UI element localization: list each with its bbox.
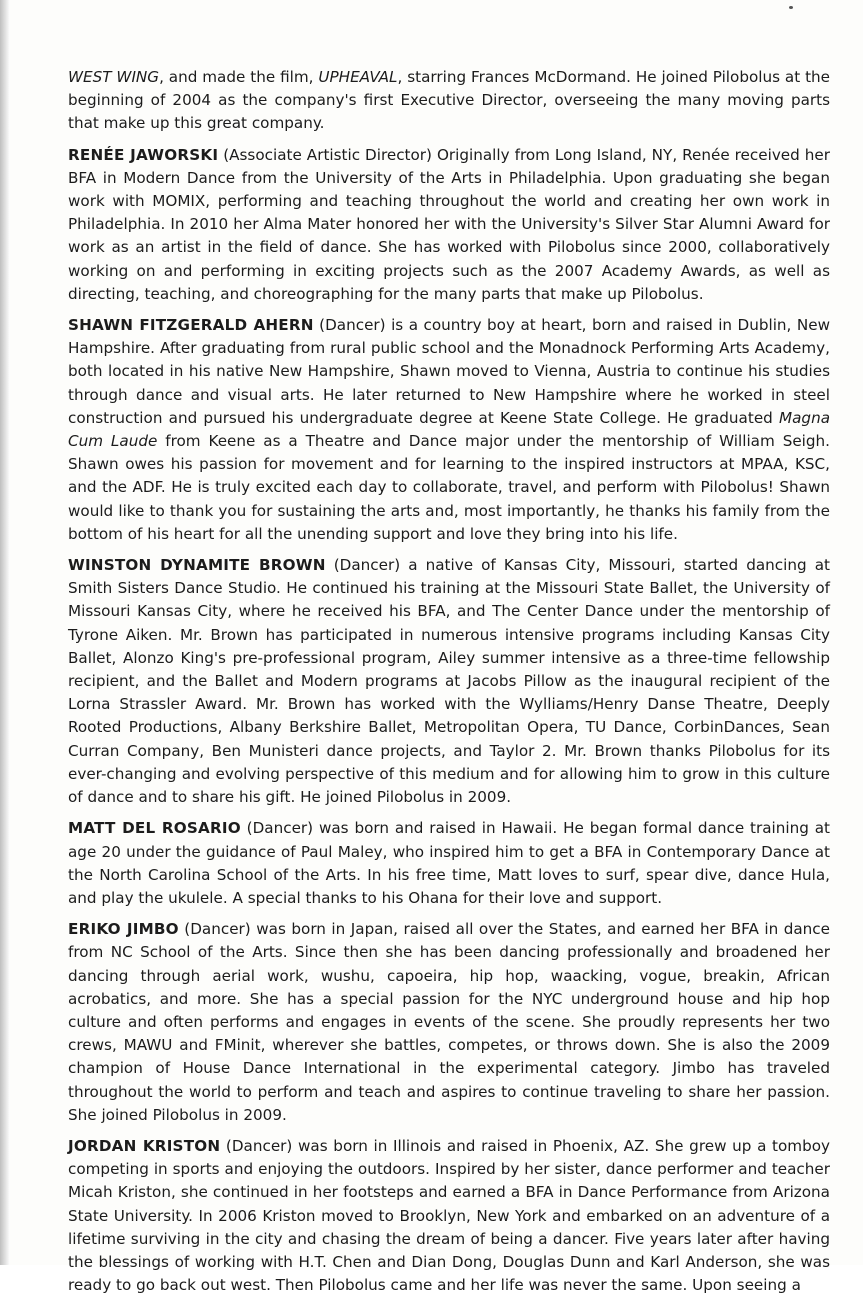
bio-name: SHAWN FITZGERALD AHERN (68, 316, 314, 335)
bio-eriko-jimbo (68, 918, 830, 1127)
title-upheaval: UPHEAVAL (318, 68, 398, 86)
bio-role: (Dancer) (240, 819, 314, 838)
bio-renee-jaworski (68, 144, 830, 306)
bio-name: JORDAN KRISTON (68, 1136, 221, 1155)
bio-text: Originally from Long Island, NY, Renée received her BFA in Modern Dance from the University of the Arts in Philadelphia. Upon graduating she began work with MOMIX, performing and teaching throughout the world and creating her own work in Philadelphia. In 2010 her Alma Mater honored her with the University's Silver Star Alumni Award for work as an artist in the field of dance. She has worked with Pilobolus since 2000, collaboratively working on and performing in exciting projects such as the 2007 Academy Awards, as well as directing, teaching, and choreographing for the many parts that make up Pilobolus. (68, 145, 830, 303)
bio-role: (Associate Artistic Director) (218, 145, 432, 164)
intro-text-1: , and made the film, (159, 68, 319, 86)
bio-jordan-kriston (68, 1135, 830, 1297)
bio-role: (Dancer) (220, 1136, 293, 1155)
bio-column (68, 66, 830, 1305)
bio-name: ERIKO JIMBO (68, 920, 179, 939)
bio-role: (Dancer) (325, 556, 401, 575)
scan-speck (789, 6, 793, 9)
bio-text: from Keene as a Theatre and Dance major under the mentorship of William Seigh. Shawn owes his passion for movement and for learning to the inspired instructors at MPAA, KSC, and the ADF. He is truly excited each day to collaborate, travel, and perform with Pilobolus! Shawn would like to thank you for sustaining the arts and, most importantly, he thanks his family from the bottom of his heart for all the unending support and love they bring into his life. (68, 432, 830, 543)
bio-text: a native of Kansas City, Missouri, started dancing at Smith Sisters Dance Studio. He continued his training at the Missouri State Ballet, the University of Missouri Kansas City, where he received his BFA, and The Center Dance under the mentorship of Tyrone Aiken. Mr. Brown has participated in numerous intensive programs including Kansas City Ballet, Alonzo King's pre-professional program, Ailey summer intensive as a three-time fellowship recipient, and the Ballet and Modern programs at Jacobs Pillow as the inaugural recipient of the Lorna Strassler Award. Mr. Brown has worked with the Wylliams/Henry Danse Theatre, Deeply Rooted Productions, Albany Berkshire Ballet, Metropolitan Opera, TU Dance, CorbinDances, Sean Curran Company, Ben Munisteri dance projects, and Taylor 2. Mr. Brown thanks Pilobolus for its ever-changing and evolving perspective of this medium and for allowing him to grow in this culture of dance and to share his gift. He joined Pilobolus in 2009. (68, 556, 830, 807)
bio-role: (Dancer) (313, 316, 386, 335)
bio-name: MATT DEL ROSARIO (68, 819, 241, 838)
bio-text: is a country boy at heart, born and raised in Dublin, New Hampshire. After graduating from rural public school and the Monadnock Performing Arts Academy, both located in his native New Hampshire, Shawn moved to Vienna, Austria to continue his studies through dance and visual arts. He later returned to New Hampshire where he worked in steel construction and pursued his undergraduate degree at Keene State College. He graduated (68, 316, 830, 427)
bio-winston-dynamite-brown (68, 554, 830, 809)
scan-shadow-edge (0, 0, 10, 1265)
bio-name: WINSTON DYNAMITE BROWN (68, 556, 326, 575)
bio-name: RENÉE JAWORSKI (68, 145, 219, 164)
bio-continued-paragraph (68, 66, 830, 136)
bio-matt-del-rosario (68, 817, 830, 910)
bio-role: (Dancer) (178, 920, 251, 939)
bio-text: was born and raised in Hawaii. He began formal dance training at age 20 under the guidance of Paul Maley, who inspired him to get a BFA in Contemporary Dance at the North Carolina School of the Arts. In his free time, Matt loves to surf, spear dive, dance Hula, and play the ukulele. A special thanks to his Ohana for their love and support. (68, 819, 830, 907)
intro-text-2: , starring Frances McDormand. He joined Pilobolus at the beginning of 2004 as the company's first Executive Director, overseeing the many moving parts that make up this great company. (68, 68, 830, 133)
bio-text: was born in Illinois and raised in Phoenix, AZ. She grew up a tomboy competing in sports and enjoying the outdoors. Inspired by her sister, dance performer and teacher Micah Kriston, she continued in her footsteps and earned a BFA in Dance Performance from Arizona State University. In 2006 Kriston moved to Brooklyn, New York and embarked on an adventure of a lifetime surviving in the city and chasing the dream of being a dancer. Five years later after having the blessings of working with H.T. Chen and Dian Dong, Douglas Dunn and Karl Anderson, she was ready to go back out west. Then Pilobolus came and her life was never the same. Upon seeing a (68, 1136, 830, 1295)
bio-italic-honor: Magna Cum Laude (68, 408, 830, 451)
title-west-wing: WEST WING (68, 68, 160, 86)
bio-shawn-fitzgerald-ahern (68, 314, 830, 546)
bio-text: was born in Japan, raised all over the States, and earned her BFA in dance from NC School of the Arts. Since then she has been dancing professionally and broadened her dancing through aerial work, wushu, capoeira, hip hop, waacking, vogue, breakin, African acrobatics, and more. She has a special passion for the NYC underground house and hip hop culture and often performs and engages in events of the scene. She proudly represents her two crews, MAWU and FMinit, wherever she battles, competes, or throws down. She is also the 2009 champion of House Dance International in the experimental category. Jimbo has traveled throughout the world to perform and teach and aspires to continue traveling to share her passion. She joined Pilobolus in 2009. (68, 920, 831, 1124)
